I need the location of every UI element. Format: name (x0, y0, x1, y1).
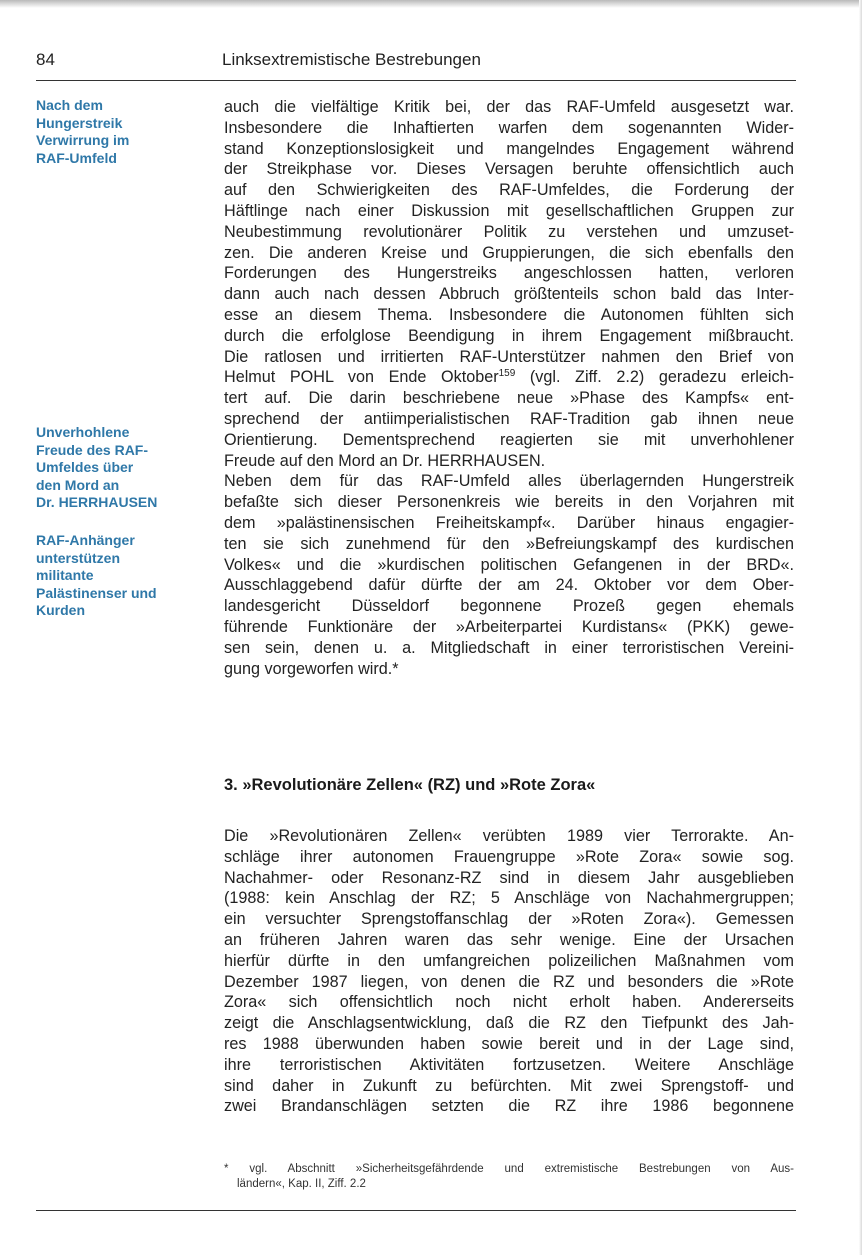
footnote-reference: 159 (498, 368, 516, 380)
margin-note-line: Umfeldes über (36, 459, 134, 475)
footnote-line: * vgl. Abschnitt »Sicherheitsgefährdende und extremistische Bestrebungen von Aus- (224, 1163, 794, 1175)
margin-note-line: Hungerstreik (36, 114, 123, 131)
margin-note-hungerstreik (36, 97, 206, 167)
margin-note-line: Nach dem (36, 97, 103, 113)
header-rule (36, 80, 796, 81)
text-line: ein versuchter Sprengstoffanschlag der »Roten Zora«). Gemessen (224, 910, 794, 929)
margin-note-line: Unverhohlene (36, 424, 130, 440)
text-line: gung vorgeworfen wird.* (224, 659, 399, 678)
text-line: Insbesondere die Inhaftierten warfen dem sogenannten Wider- (224, 118, 794, 137)
margin-note-line: RAF-Umfeld (36, 149, 117, 166)
text-line: der Streikphase vor. Dieses Versagen beruhte offensichtlich auch (224, 160, 794, 179)
text-fragment: Helmut POHL von Ende Oktober (224, 368, 499, 387)
text-line: Nachahmer- oder Resonanz-RZ sind in diesem Jahr ausgeblieben (224, 868, 794, 887)
text-line: auch die vielfältige Kritik bei, der das RAF-Umfeld ausgesetzt war. (224, 98, 794, 116)
text-line: dann auch nach dessen Abbruch größtenteils schon bald das Inter- (224, 285, 794, 304)
margin-note-line: Freude des RAF- (36, 441, 149, 458)
page-number: 84 (36, 50, 55, 69)
text-line: Häftlinge nach einer Diskussion mit gesellschaftlichen Gruppen zur (224, 201, 794, 220)
margin-note-line: Palästinenser und (36, 584, 157, 601)
text-line: sind daher in Zukunft zu befürchten. Mit zwei Sprengstoff- und (224, 1076, 794, 1095)
footnote (224, 1162, 794, 1192)
text-line: dem »palästinensischen Freiheitskampf«. Darüber hinaus engagier- (224, 513, 794, 532)
text-line: Zora« sich offensichtlich noch nicht erholt haben. Andererseits (224, 993, 794, 1012)
text-line: Die ratlosen und irritierten RAF-Unterstützer nahmen den Brief von (224, 347, 794, 366)
text-line: zen. Die anderen Kreise und Gruppierungen, die sich ebenfalls den (224, 243, 794, 262)
text-line: esse an diesem Thema. Insbesondere die Autonomen fühlten sich (224, 305, 794, 324)
text-line: schläge ihrer autonomen Frauengruppe »Rote Zora« sowie sog. (224, 847, 794, 866)
text-line: an früheren Jahren waren das sehr wenige. Eine der Ursachen (224, 930, 794, 949)
text-line-with-footnote-ref (224, 367, 794, 388)
text-line: tert auf. Die darin beschriebene neue »Phase des Kampfs« ent- (224, 389, 794, 408)
text-line: Neubestimmung revolutionärer Politik zu verstehen und umzuset- (224, 222, 794, 241)
margin-note-herrhausen (36, 424, 206, 512)
margin-note-line: RAF-Anhänger (36, 532, 135, 548)
body-paragraph-1 (224, 97, 794, 679)
text-line: sprechend der antiimperialistischen RAF-Tradition gab ihnen neue (224, 409, 794, 428)
margin-note-line: Verwirrung im (36, 132, 130, 148)
margin-note-line: Kurden (36, 602, 85, 618)
footer-rule (36, 1210, 796, 1211)
text-fragment: (vgl. Ziff. 2.2) geradezu erleich- (515, 368, 794, 387)
text-line: Dezember 1987 liegen, von denen die RZ und besonders die »Rote (224, 972, 794, 991)
text-line: Freude auf den Mord an Dr. HERRHAUSEN. (224, 451, 546, 470)
text-line: auf den Schwierigkeiten des RAF-Umfeldes, die Forderung der (224, 181, 794, 200)
text-line: ihre terroristischen Aktivitäten fortzusetzen. Weitere Anschläge (224, 1055, 794, 1074)
margin-note-line: militante (36, 567, 94, 583)
text-line: res 1988 überwunden haben sowie bereit und in der Lage sind, (224, 1034, 794, 1053)
text-line: sen sein, denen u. a. Mitgliedschaft in einer terroristischen Vereini- (224, 638, 794, 657)
text-line: zwei Brandanschlägen setzten die RZ ihre 1986 begonnene (224, 1097, 794, 1116)
text-line: zeigt die Anschlagsentwicklung, daß die RZ den Tiefpunkt des Jah- (224, 1014, 794, 1033)
margin-note-palaestinenser (36, 532, 206, 620)
margin-note-line: den Mord an (36, 476, 120, 493)
section-heading: 3. »Revolutionäre Zellen« (RZ) und »Rote Zora« (224, 776, 596, 794)
text-line: Neben dem für das RAF-Umfeld alles überlagernden Hungerstreik (224, 472, 794, 491)
text-line: ten sie sich zunehmend für den »Befreiungskampf des kurdischen (224, 534, 794, 553)
text-line: führende Funktionäre der »Arbeiterpartei Kurdistans« (PKK) gewe- (224, 617, 794, 636)
text-line: befaßte sich dieser Personenkreis wie bereits in den Vorjahren mit (224, 493, 794, 512)
text-line: durch die erfolglose Beendigung in ihrem Engagement mißbraucht. (224, 326, 794, 345)
text-line: Ausschlaggebend dafür dürfte der am 24. Oktober vor dem Ober- (224, 576, 794, 595)
body-paragraph-3 (224, 826, 794, 1117)
page-header (36, 50, 796, 74)
margin-note-line: unterstützen (36, 549, 120, 566)
text-line: landesgericht Düsseldorf begonnene Prozeß gegen ehemals (224, 597, 794, 616)
text-line: hierfür dürfte in den umfangreichen polizeilichen Maßnahmen vom (224, 951, 794, 970)
running-head: Linksextremistische Bestrebungen (222, 50, 481, 69)
text-line: Forderungen des Hungerstreiks angeschlossen hatten, verloren (224, 264, 794, 283)
text-line: Die »Revolutionären Zellen« verübten 1989 vier Terrorakte. An- (224, 827, 794, 845)
text-line: Volkes« und die »kurdischen politischen Gefangenen in der BRD«. (224, 555, 794, 574)
footnote-line: ländern«, Kap. II, Ziff. 2.2 (237, 1178, 366, 1190)
text-line: Orientierung. Dementsprechend reagierten sie mit unverhohlener (224, 430, 794, 449)
text-line: (1988: kein Anschlag der RZ; 5 Anschläge von Nachahmergruppen; (224, 889, 794, 908)
text-line: stand Konzeptionslosigkeit und mangelndes Engagement während (224, 139, 794, 158)
scan-top-shadow (0, 0, 862, 8)
margin-note-line: Dr. HERRHAUSEN (36, 494, 158, 510)
